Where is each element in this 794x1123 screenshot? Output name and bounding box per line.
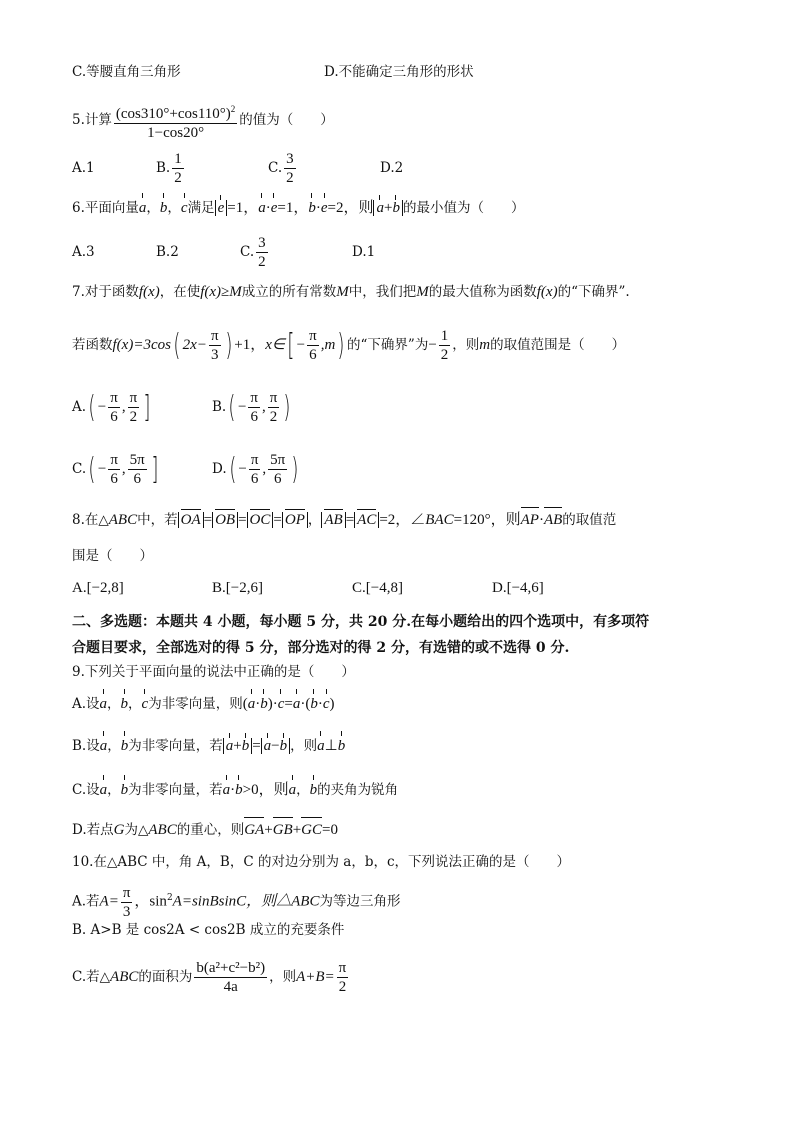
q4-option-c: C.等腰直角三角形 <box>72 64 181 80</box>
q5-stem: 5.计算 $\frac{(\cos 310^\circ+\cos 110^\circ)^2}{1-\cos 20^\circ}$ 的值为（ ） <box>72 98 334 142</box>
q6-stem: 6.平面向量a，b，c满足 e =1，a·e=1，b·e=2，则 a+b 的最小值为（ ） <box>72 200 525 216</box>
q10-option-a: A.若A= $\frac{\pi}{3}$ ，$\sin^2A=sinBsinC$，则△ABC为等边三角形 <box>72 884 401 920</box>
q10-option-c: C.若△ABC的面积为 $\frac{\text{b(a²+c²−b²)}}{4a}$ ，则A+B= $\frac{\pi}{2}$ <box>72 960 347 995</box>
q8-stem-line2: 围是（ ） <box>72 548 153 564</box>
section2-heading-line2: 合题目要求，全部选对的得 5 分，部分选对的得 2 分，有选错的或不选得 0 分. <box>72 640 570 656</box>
q9-option-a: A.设a，b，c为非零向量，则(a·b)·c=a·(b·c) <box>72 696 335 712</box>
q4-option-d: D.不能确定三角形的形状 <box>324 64 474 80</box>
q7-option-b: B.( − $\frac{\pi}{6}$ , $\frac{\pi}{2}$ ) <box>212 389 291 425</box>
q10-option-b: B. A>B 是 cos2A < cos2B 成立的充要条件 <box>72 922 345 938</box>
q8-stem-line1: 8.在△ABC中，若 OA = OB = OC = OP ， AB = AC =2，∠BAC=120°，则AP·AB的取值范 <box>72 512 617 528</box>
q10-stem: 10.在△ABC 中，角 A，B，C 的对边分别为 a，b，c，下列说法正确的是（ ） <box>72 854 571 870</box>
q9-option-c: C.设a，b为非零向量，若a·b>0，则a，b的夹角为锐角 <box>72 782 399 798</box>
section2-heading-line1: 二、多选题：本题共 4 小题，每小题 5 分，共 20 分.在每小题给出的四个选项中，有多项符 <box>72 614 650 630</box>
q5-fraction: $\frac{(\cos 310^\circ+\cos 110^\circ)^2}{1-\cos 20^\circ}$ <box>114 100 237 142</box>
q7-stem-line1: 7.对于函数f(x)，在使f(x)≥M成立的所有常数M中，我们把M的最大值称为函数f(x)的“下确界”. <box>72 284 630 300</box>
q9-option-b: B.设a，b为非零向量，若 a+b = a−b ，则a⊥b <box>72 738 346 754</box>
q9-option-d: D.若点G为△ABC的重心，则GA+GB+GC=0 <box>72 822 338 838</box>
q7-option-d: D.( − $\frac{\pi}{6}$ , $\frac{5\pi}{6}$ ) <box>212 451 299 487</box>
q7-option-a: A.( − $\frac{\pi}{6}$ , $\frac{\pi}{2}$ ] <box>72 389 151 425</box>
q5-prefix: 5.计算 <box>72 112 112 128</box>
q7-stem-line2: 若函数f(x)=3cos( 2x− $\frac{\pi}{3}$ ) +1，x∈[ − $\frac{\pi}{6}$ ,m) 的“下确界”为− $\frac{1}{2}$ ，则m的取值范围是（ ） <box>72 327 626 363</box>
q7-option-c: C.( − $\frac{\pi}{6}$ , $\frac{5\pi}{6}$ ] <box>72 451 159 487</box>
q9-stem: 9.下列关于平面向量的说法中正确的是（ ） <box>72 664 355 680</box>
